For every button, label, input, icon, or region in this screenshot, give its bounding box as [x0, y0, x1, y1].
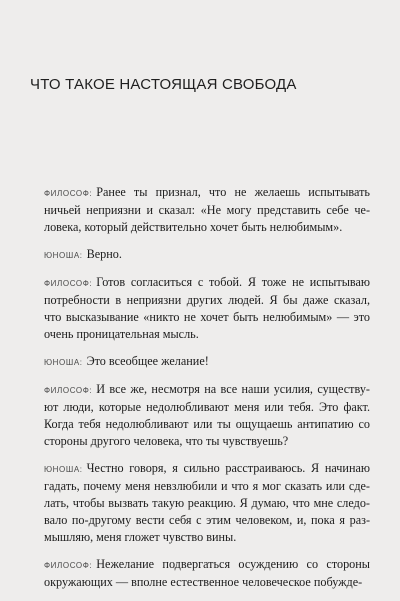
chapter-title: ЧТО ТАКОЕ НАСТОЯЩАЯ СВОБОДА — [30, 76, 297, 93]
speaker-label: ЮНОША: — [44, 251, 83, 260]
dialogue-line — [44, 219, 370, 236]
speaker-label: ФИЛОСОФ: — [44, 386, 93, 395]
line-text: ничьей неприязни и сказал: «Не могу представить себе че- — [44, 203, 370, 217]
dialogue-line — [44, 309, 370, 326]
dialogue-paragraph — [44, 184, 370, 236]
speaker-label: ЮНОША: — [44, 465, 83, 474]
dialogue-paragraph — [44, 274, 370, 343]
dialogue-line — [44, 353, 370, 371]
line-text: Готов согласиться с тобой. Я тоже не испытываю — [96, 275, 370, 289]
dialogue-line — [44, 512, 370, 529]
speaker-label: ФИЛОСОФ: — [44, 189, 93, 198]
line-text: вало по-другому вести себя с этим человеком, и, пока я раз- — [44, 513, 370, 527]
dialogue-paragraph — [44, 460, 370, 546]
dialogue-line — [44, 416, 370, 433]
speaker-label: ФИЛОСОФ: — [44, 279, 93, 288]
dialogue-line — [44, 274, 370, 292]
dialogue-line — [44, 556, 370, 574]
dialogue-line — [44, 529, 370, 546]
dialogue-line — [44, 495, 370, 512]
dialogue-paragraph — [44, 246, 370, 264]
dialogue-line — [44, 292, 370, 309]
line-text: гадать, почему меня невзлюбили и что я мог сказать или сде- — [44, 479, 370, 493]
dialogue-line — [44, 460, 370, 478]
line-text: что высказывание «никто не хочет быть нелюбимым» — это — [44, 310, 370, 324]
speaker-label: ФИЛОСОФ: — [44, 561, 93, 570]
line-text: стороны другого человека, что ты чувствуешь? — [44, 434, 289, 448]
speaker-label: ЮНОША: — [44, 358, 83, 367]
line-text: мышляю, меня гложет чувство вины. — [44, 530, 237, 544]
dialogue-line — [44, 399, 370, 416]
line-text: Нежелание подвергаться осуждению со стороны — [96, 557, 370, 571]
line-text: лать, чтобы вызвать такую реакцию. Я думаю, что мне следо- — [44, 496, 370, 510]
line-text: И все же, несмотря на все наши усилия, существу- — [96, 382, 370, 396]
dialogue — [44, 184, 370, 601]
dialogue-line — [44, 326, 370, 343]
line-text: Ранее ты признал, что не желаешь испытывать — [96, 185, 370, 199]
line-text: очень проницательная мысль. — [44, 327, 199, 341]
line-text: потребности в неприязни других людей. Я бы даже сказал, — [44, 293, 370, 307]
line-text: Это всеобщее желание! — [86, 354, 209, 368]
dialogue-line — [44, 202, 370, 219]
dialogue-line — [44, 381, 370, 399]
dialogue-line — [44, 184, 370, 202]
dialogue-paragraph — [44, 353, 370, 371]
line-text: Когда тебя недолюбливают или ты ощущаешь антипатию со — [44, 417, 370, 431]
line-text: окружающих — вполне естественное человеческое побужде- — [44, 575, 363, 589]
line-text: Верно. — [86, 247, 122, 261]
dialogue-line — [44, 574, 370, 591]
line-text: ют люди, которые недолюбливают меня или тебя. Это факт. — [44, 400, 370, 414]
dialogue-line — [44, 433, 370, 450]
dialogue-line — [44, 478, 370, 495]
dialogue-paragraph — [44, 381, 370, 450]
line-text: Честно говоря, я сильно расстраиваюсь. Я начинаю — [86, 461, 370, 475]
dialogue-line — [44, 246, 370, 264]
line-text: ловека, который действительно хочет быть нелюбимым». — [44, 220, 343, 234]
dialogue-paragraph — [44, 556, 370, 591]
